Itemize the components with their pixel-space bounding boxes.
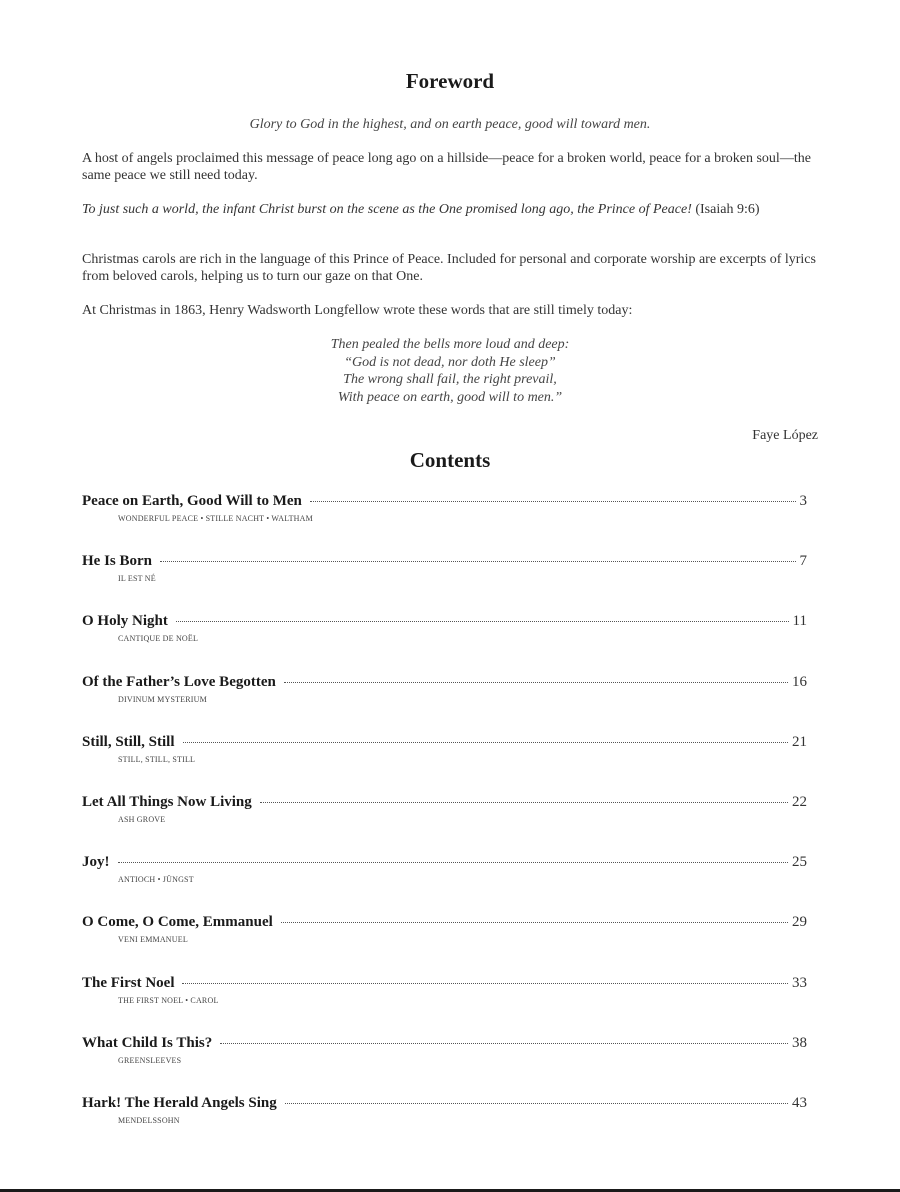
toc-dot-leader bbox=[284, 682, 788, 683]
toc-entry[interactable] bbox=[82, 674, 807, 734]
foreword-paragraph-2-italic: To just such a world, the infant Christ burst on the scene as the One promised long ago, the Prince of Peace! bbox=[82, 202, 692, 217]
toc-dot-leader bbox=[176, 621, 789, 622]
poem-line: With peace on earth, good will to men.” bbox=[337, 389, 563, 405]
toc-page-number: 11 bbox=[792, 613, 807, 630]
toc-page-number: 21 bbox=[792, 733, 807, 750]
toc-entry-title[interactable]: Still, Still, Still bbox=[82, 733, 175, 750]
foreword-paragraph-1: A host of angels proclaimed this message of peace long ago on a hillside—peace for a broken world, peace for a broken soul—the same peace we still need today. bbox=[82, 151, 811, 183]
foreword-signature: Faye López bbox=[752, 428, 818, 443]
toc-page-number: 33 bbox=[792, 974, 807, 991]
toc-entry[interactable] bbox=[82, 734, 807, 794]
toc-dot-leader bbox=[285, 1103, 788, 1104]
foreword-paragraph-3: Christmas carols are rich in the language of this Prince of Peace. Included for personal and corporate worship are excerpts of lyrics from beloved carols, helping us to turn our gaze on that One. bbox=[82, 252, 816, 284]
toc-entry-title[interactable]: Let All Things Now Living bbox=[82, 793, 252, 810]
toc-page-number: 25 bbox=[792, 854, 807, 871]
toc-entry[interactable] bbox=[82, 914, 807, 974]
toc-entry-title[interactable]: Of the Father’s Love Begotten bbox=[82, 673, 276, 690]
toc-entry-title[interactable]: What Child Is This? bbox=[82, 1034, 213, 1051]
toc-tune-names: ANTIOCH • JÜNGST bbox=[118, 875, 194, 885]
toc-dot-leader bbox=[260, 802, 788, 803]
toc-entry[interactable] bbox=[82, 493, 807, 553]
toc-page-number: 7 bbox=[799, 553, 807, 570]
toc-entry[interactable] bbox=[82, 1035, 807, 1095]
toc-entry[interactable] bbox=[82, 613, 807, 673]
foreword-heading: Foreword bbox=[405, 69, 495, 93]
foreword-paragraph-4: At Christmas in 1863, Henry Wadsworth Longfellow wrote these words that are still timely today: bbox=[82, 303, 633, 318]
toc-tune-names: DIVINUM MYSTERIUM bbox=[118, 694, 207, 704]
toc-tune-names: ASH GROVE bbox=[118, 814, 166, 824]
poem-line: The wrong shall fail, the right prevail, bbox=[343, 372, 557, 387]
toc-tune-names: CANTIQUE DE NOËL bbox=[118, 634, 199, 644]
toc-dot-leader bbox=[220, 1043, 788, 1044]
toc-entry-title[interactable]: O Holy Night bbox=[82, 613, 168, 630]
toc-entry-title[interactable]: O Come, O Come, Emmanuel bbox=[82, 914, 273, 931]
toc-tune-names: THE FIRST NOEL • CAROL bbox=[118, 995, 219, 1005]
foreword-paragraph-2 bbox=[82, 201, 818, 218]
contents-heading: Contents bbox=[409, 448, 491, 472]
poem-quote bbox=[0, 336, 900, 406]
toc-entry[interactable] bbox=[82, 975, 807, 1035]
toc-dot-leader bbox=[281, 922, 788, 923]
toc-entry[interactable] bbox=[82, 553, 807, 613]
toc-dot-leader bbox=[310, 501, 796, 502]
toc-entry[interactable] bbox=[82, 1095, 807, 1155]
toc-dot-leader bbox=[182, 983, 788, 984]
toc-entry-title[interactable]: Peace on Earth, Good Will to Men bbox=[82, 493, 302, 509]
foreword-epigraph: Glory to God in the highest, and on earth peace, good will toward men. bbox=[249, 117, 651, 132]
toc-entry-title[interactable]: The First Noel bbox=[82, 974, 175, 991]
toc-entry-title[interactable]: He Is Born bbox=[82, 553, 153, 570]
toc-dot-leader bbox=[118, 862, 789, 863]
toc-page-number: 29 bbox=[792, 914, 807, 931]
toc-entry-title[interactable]: Joy! bbox=[82, 854, 110, 871]
toc-page-number: 22 bbox=[792, 793, 807, 810]
toc-dot-leader bbox=[160, 561, 795, 562]
toc-entry[interactable] bbox=[82, 794, 807, 854]
toc-page-number: 3 bbox=[799, 493, 807, 509]
toc-page-number: 43 bbox=[792, 1094, 807, 1111]
toc-tune-names: WONDERFUL PEACE • STILLE NACHT • WALTHAM bbox=[118, 514, 313, 523]
toc-tune-names: VENI EMMANUEL bbox=[118, 935, 188, 945]
toc-entry-title[interactable]: Hark! The Herald Angels Sing bbox=[82, 1094, 277, 1111]
toc-tune-names: MENDELSSOHN bbox=[118, 1115, 180, 1125]
toc-dot-leader bbox=[183, 742, 788, 743]
toc-tune-names: STILL, STILL, STILL bbox=[118, 754, 196, 764]
toc-tune-names: GREENSLEEVES bbox=[118, 1055, 182, 1065]
foreword-paragraph-2-reference: (Isaiah 9:6) bbox=[691, 202, 760, 217]
toc-page-number: 16 bbox=[792, 673, 807, 690]
toc-entry[interactable] bbox=[82, 854, 807, 914]
poem-line: Then pealed the bells more loud and deep: bbox=[330, 337, 570, 352]
toc-tune-names: IL EST NÉ bbox=[118, 574, 156, 584]
toc-page-number: 38 bbox=[792, 1034, 807, 1051]
poem-line: “God is not dead, nor doth He sleep” bbox=[344, 354, 556, 370]
table-of-contents bbox=[82, 493, 807, 1155]
